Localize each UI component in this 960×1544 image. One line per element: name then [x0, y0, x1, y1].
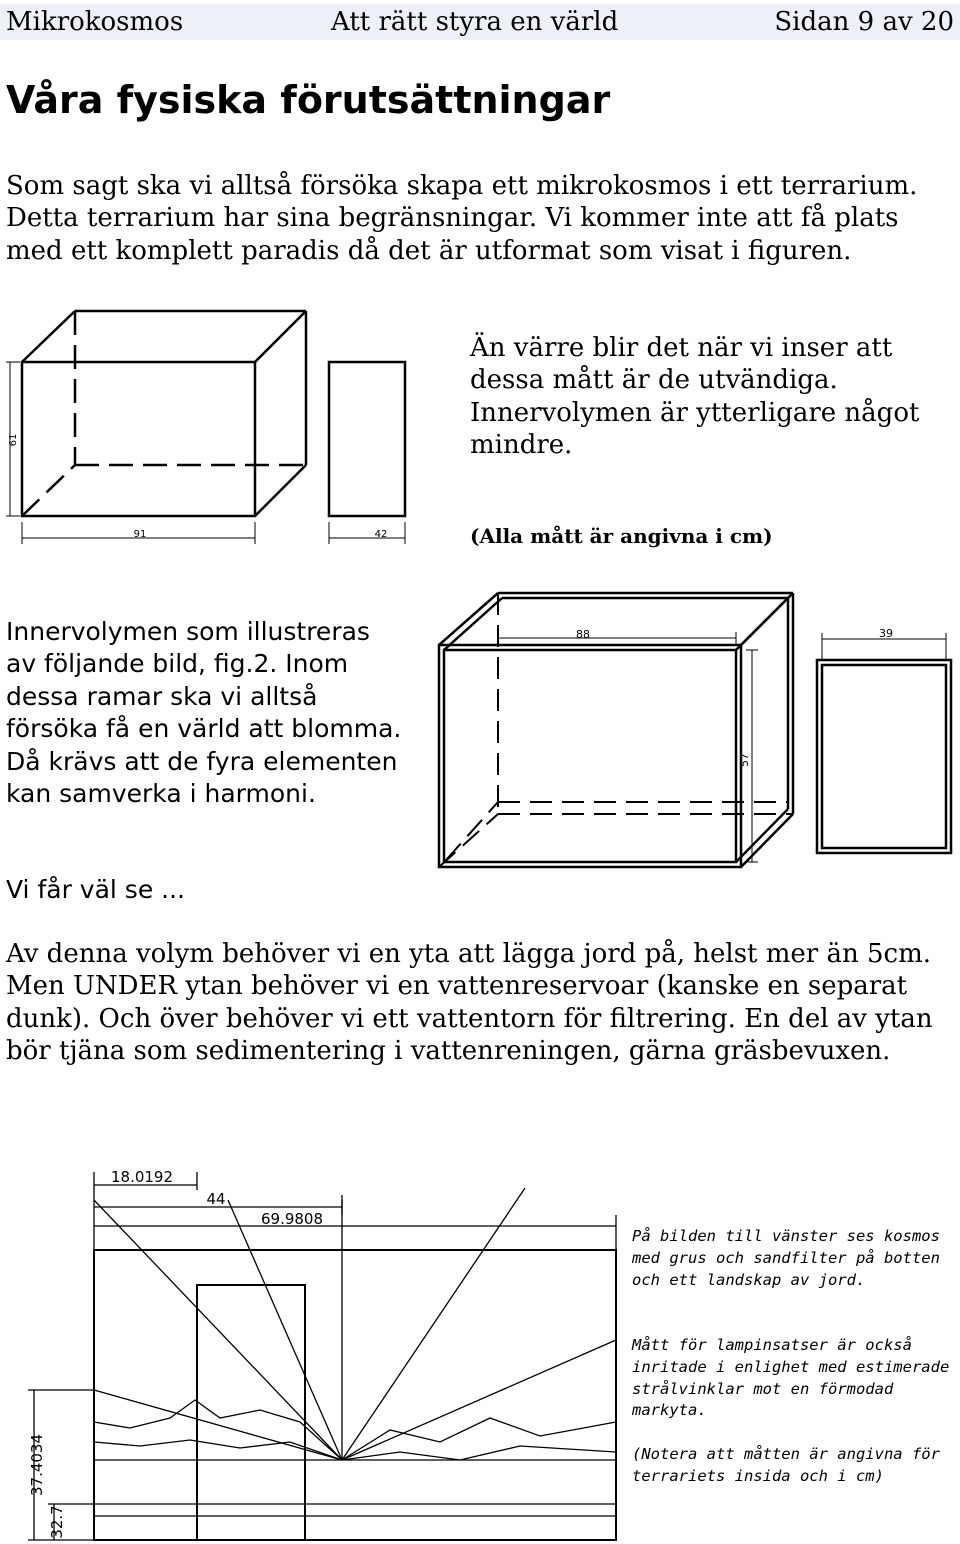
fig3-dim-d-label: 37.4034	[28, 1433, 46, 1497]
fig3-dim-b-label: 44	[206, 1190, 226, 1208]
header-document-name: Mikrokosmos	[6, 7, 184, 37]
outer-dimensions-note: Än värre blir det när vi inser att dessa mått är de utvändiga. Innervolymen är ytterligare något mindre.	[470, 333, 920, 461]
fig3-dim-c-label: 69.9808	[260, 1210, 324, 1228]
fig1-height-label: 61	[8, 433, 19, 447]
fig2-width-label: 88	[576, 628, 590, 641]
figure-cross-section	[20, 1160, 620, 1544]
inner-volume-paragraph: Innervolymen som illustreras av följande bild, fig.2. Inom dessa ramar ska vi alltså försöka få en värld att blomma. Då krävs att de fyra elementen kan samverka i harmoni.	[6, 617, 402, 809]
soil-paragraph: Av denna volym behöver vi en yta att lägga jord på, helst mer än 5cm. Men UNDER ytan behöver vi en vattenreservoar (kanske en separat dunk). Och över behöver vi ett vattentorn för filtrering. En del av ytan bör tjäna som sedimentering i vattenreningen, gärna gräsbevuxen.	[6, 939, 933, 1067]
fig3-dim-a-label: 18.0192	[110, 1168, 174, 1186]
wait-and-see-text: Vi får väl se ...	[6, 875, 185, 904]
caption-measurement-note: (Notera att måtten är angivna för terrariets insida och i cm)	[632, 1445, 940, 1485]
units-note: (Alla mått är angivna i cm)	[470, 524, 773, 548]
header-page-number: Sidan 9 av 20	[774, 7, 954, 37]
fig3-dim-e-label: 32.7	[48, 1505, 66, 1539]
intro-paragraph: Som sagt ska vi alltså försöka skapa ett mikrokosmos i ett terrarium. Detta terrarium har sina begränsningar. Vi kommer inte att få plats med ett komplett paradis då det är utformat som visat i figuren.	[6, 171, 918, 266]
fig1-width-label: 91	[133, 529, 147, 540]
fig2-depth-label: 39	[879, 627, 893, 640]
figure-inner-volume	[436, 590, 960, 874]
section-title: Våra fysiska förutsättningar	[6, 78, 611, 122]
caption-lamp-measurements: Mått för lampinsatser är också inritade i enlighet med estimerade strålvinklar mot en förmodad markyta.	[632, 1336, 950, 1420]
fig2-height-label: 57	[738, 753, 751, 767]
caption-overview: På bilden till vänster ses kosmos med grus och sandfilter på botten och ett landskap av jord.	[632, 1227, 940, 1289]
figure-outer-dimensions	[0, 300, 440, 550]
header-chapter-title: Att rätt styra en värld	[331, 7, 619, 37]
fig1-depth-label: 42	[374, 529, 388, 540]
